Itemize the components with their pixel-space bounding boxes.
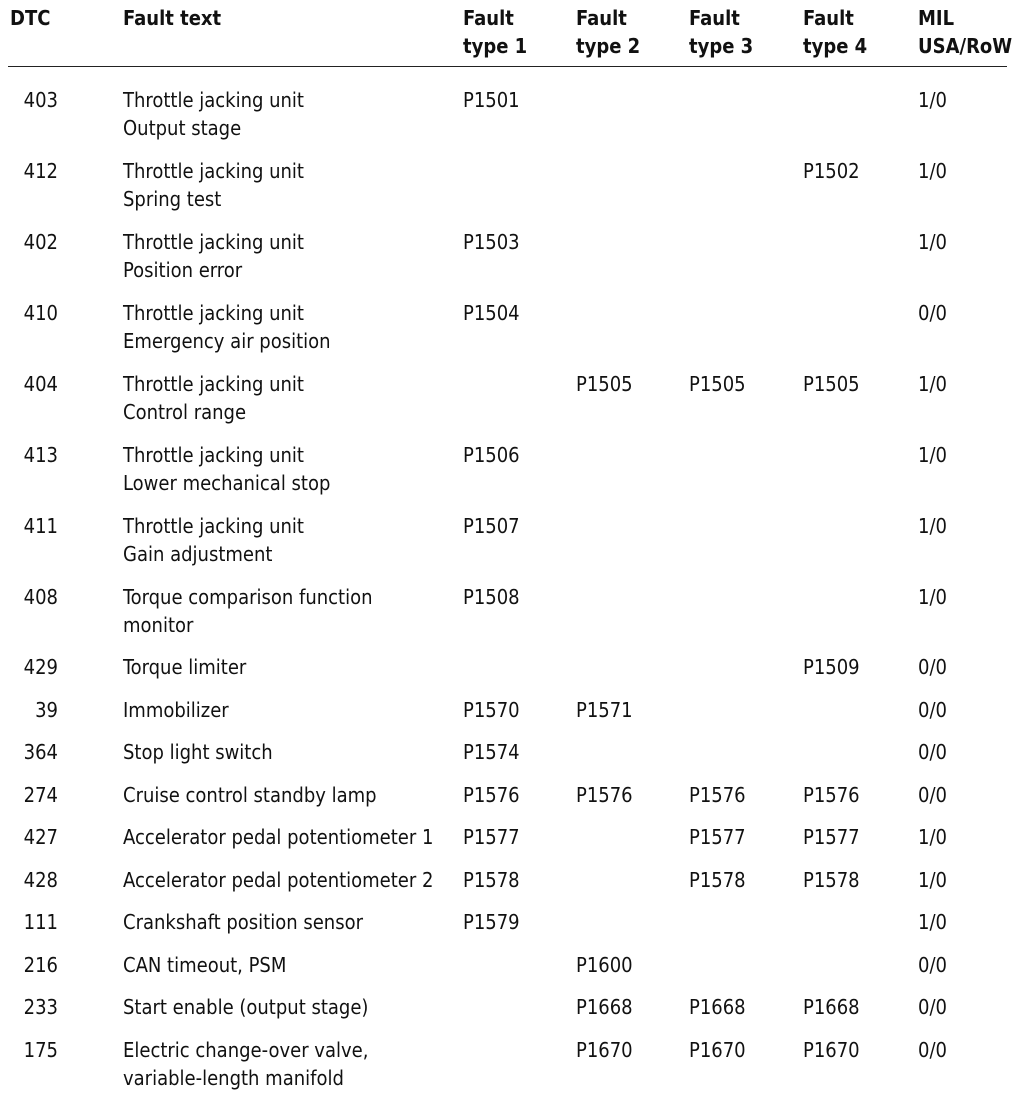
cell-fault-type-1: P1570 <box>463 698 520 722</box>
cell-fault-text: Accelerator pedal potentiometer 2 <box>123 868 434 892</box>
cell-fault-type-4: P1578 <box>803 868 860 892</box>
cell-mil: 0/0 <box>918 953 947 977</box>
cell-mil: 1/0 <box>918 159 947 183</box>
cell-fault-type-2: P1670 <box>576 1038 633 1062</box>
cell-fault-type-4: P1505 <box>803 372 860 396</box>
cell-fault-type-2: P1505 <box>576 372 633 396</box>
cell-dtc: 412 <box>23 159 58 183</box>
cell-mil: 0/0 <box>918 1038 947 1062</box>
cell-fault-type-4: P1668 <box>803 995 860 1019</box>
cell-mil: 1/0 <box>918 372 947 396</box>
cell-fault-type-1: P1578 <box>463 868 520 892</box>
header-divider <box>8 66 1007 67</box>
cell-dtc: 403 <box>23 88 58 112</box>
cell-fault-text: Stop light switch <box>123 740 273 764</box>
cell-mil: 1/0 <box>918 585 947 609</box>
cell-fault-text: Cruise control standby lamp <box>123 783 377 807</box>
cell-mil: 1/0 <box>918 88 947 112</box>
cell-dtc: 111 <box>23 910 58 934</box>
cell-dtc: 39 <box>35 698 58 722</box>
cell-fault-text: CAN timeout, PSM <box>123 953 287 977</box>
cell-fault-type-1: P1504 <box>463 301 520 325</box>
cell-mil: 1/0 <box>918 514 947 538</box>
cell-dtc: 410 <box>23 301 58 325</box>
cell-mil: 0/0 <box>918 655 947 679</box>
cell-fault-text: Throttle jacking unit Output stage <box>123 88 304 140</box>
cell-mil: 1/0 <box>918 443 947 467</box>
header-mil: MIL USA/RoW <box>918 6 1013 58</box>
cell-mil: 0/0 <box>918 301 947 325</box>
cell-fault-type-4: P1577 <box>803 825 860 849</box>
cell-dtc: 413 <box>23 443 58 467</box>
header-fault-type-2: Fault type 2 <box>576 6 641 58</box>
cell-fault-text: Crankshaft position sensor <box>123 910 363 934</box>
cell-fault-type-2: P1576 <box>576 783 633 807</box>
cell-dtc: 216 <box>23 953 58 977</box>
header-fault-text: Fault text <box>123 6 222 30</box>
cell-fault-text: Throttle jacking unit Position error <box>123 230 304 282</box>
cell-dtc: 429 <box>23 655 58 679</box>
cell-fault-type-1: P1574 <box>463 740 520 764</box>
cell-dtc: 408 <box>23 585 58 609</box>
cell-fault-text: Torque comparison function monitor <box>123 585 373 637</box>
cell-fault-type-3: P1668 <box>689 995 746 1019</box>
cell-fault-text: Throttle jacking unit Spring test <box>123 159 304 211</box>
cell-fault-type-1: P1577 <box>463 825 520 849</box>
table-header <box>0 0 1024 70</box>
cell-mil: 1/0 <box>918 910 947 934</box>
cell-mil: 1/0 <box>918 230 947 254</box>
cell-dtc: 428 <box>23 868 58 892</box>
cell-mil: 1/0 <box>918 825 947 849</box>
cell-mil: 0/0 <box>918 995 947 1019</box>
header-fault-type-1: Fault type 1 <box>463 6 528 58</box>
cell-fault-type-3: P1577 <box>689 825 746 849</box>
cell-mil: 0/0 <box>918 740 947 764</box>
cell-fault-type-3: P1670 <box>689 1038 746 1062</box>
cell-fault-type-2: P1571 <box>576 698 633 722</box>
cell-fault-text: Throttle jacking unit Lower mechanical stop <box>123 443 331 495</box>
cell-mil: 0/0 <box>918 698 947 722</box>
cell-fault-type-2: P1600 <box>576 953 633 977</box>
cell-fault-type-1: P1576 <box>463 783 520 807</box>
cell-fault-text: Accelerator pedal potentiometer 1 <box>123 825 434 849</box>
cell-fault-type-1: P1507 <box>463 514 520 538</box>
cell-mil: 0/0 <box>918 783 947 807</box>
cell-fault-type-1: P1508 <box>463 585 520 609</box>
cell-fault-type-2: P1668 <box>576 995 633 1019</box>
cell-fault-text: Torque limiter <box>123 655 247 679</box>
cell-fault-text: Throttle jacking unit Control range <box>123 372 304 424</box>
cell-dtc: 404 <box>23 372 58 396</box>
cell-dtc: 233 <box>23 995 58 1019</box>
cell-fault-text: Throttle jacking unit Emergency air position <box>123 301 331 353</box>
cell-fault-type-1: P1506 <box>463 443 520 467</box>
cell-dtc: 402 <box>23 230 58 254</box>
cell-fault-type-4: P1509 <box>803 655 860 679</box>
cell-dtc: 411 <box>23 514 58 538</box>
cell-dtc: 427 <box>23 825 58 849</box>
cell-fault-type-1: P1503 <box>463 230 520 254</box>
cell-fault-type-3: P1576 <box>689 783 746 807</box>
cell-fault-type-4: P1502 <box>803 159 860 183</box>
header-dtc: DTC <box>10 6 51 30</box>
cell-fault-type-3: P1578 <box>689 868 746 892</box>
cell-mil: 1/0 <box>918 868 947 892</box>
cell-fault-type-3: P1505 <box>689 372 746 396</box>
header-fault-type-3: Fault type 3 <box>689 6 754 58</box>
cell-fault-type-1: P1501 <box>463 88 520 112</box>
cell-dtc: 175 <box>23 1038 58 1062</box>
cell-fault-type-1: P1579 <box>463 910 520 934</box>
cell-fault-type-4: P1670 <box>803 1038 860 1062</box>
cell-dtc: 364 <box>23 740 58 764</box>
cell-fault-text: Start enable (output stage) <box>123 995 369 1019</box>
cell-dtc: 274 <box>23 783 58 807</box>
cell-fault-text: Immobilizer <box>123 698 229 722</box>
header-fault-type-4: Fault type 4 <box>803 6 868 58</box>
cell-fault-text: Throttle jacking unit Gain adjustment <box>123 514 304 566</box>
cell-fault-type-4: P1576 <box>803 783 860 807</box>
cell-fault-text: Electric change-over valve, variable-length manifold <box>123 1038 369 1090</box>
